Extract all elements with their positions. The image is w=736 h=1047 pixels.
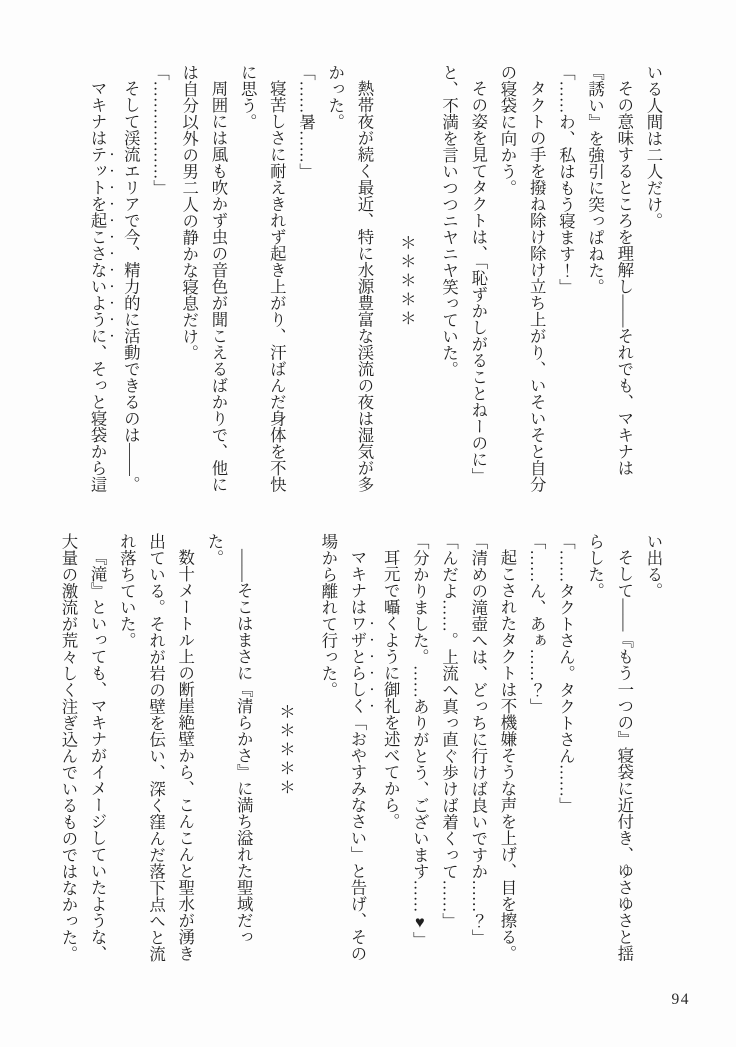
- text-run: タクトの手を撥ね除け除け立ち上がり、いそいそと自分の寝袋に向かう。: [497, 64, 547, 493]
- text-run: 耳元で囁くように御礼を述べてから。: [381, 549, 401, 830]
- text-run: 「……タクトさん。タクトさん……」: [556, 533, 576, 814]
- text-run: 「………………」: [150, 64, 170, 196]
- paragraph: [291, 64, 320, 498]
- text-run: 、そっと寝袋から這: [88, 344, 108, 493]
- text-run: 「分かりました。……ありがとう、ございます……♥」: [410, 533, 430, 949]
- paragraph: [116, 64, 145, 498]
- paragraph: [314, 533, 376, 967]
- text-run: い出る。: [644, 533, 663, 599]
- paragraph: [83, 64, 116, 498]
- paragraph: [551, 533, 580, 967]
- paragraph: [200, 533, 258, 967]
- paragraph: [580, 64, 638, 498]
- paragraph: [175, 64, 233, 498]
- paragraph: [434, 64, 492, 498]
- paragraph: [493, 64, 551, 498]
- paragraph: [434, 533, 463, 967]
- paragraph: [321, 64, 379, 498]
- text-run: 周囲には風も吹かず虫の音色が聞こえるばかりで、他には自分以外の男二人の静かな寝息だけ。: [179, 64, 228, 493]
- text-run: 熱帯夜が続く最近、特に水源豊富な渓流の夜は湿気が多かった。: [325, 64, 374, 493]
- text-run: 「清めの滝壺へは、どっちに行けば良いですか……？」: [468, 533, 488, 946]
- scene-separator: ＊＊＊＊＊: [397, 233, 417, 329]
- paragraph: [54, 533, 112, 967]
- paragraph: [145, 64, 174, 498]
- text-run: そして——『もう一つの』寝袋に近付き、ゆさゆさと揺らした。: [585, 533, 634, 962]
- text-run: その意味するところを理解し——それでも、マキナは『誘い』を強引に突っぱねた。: [585, 64, 634, 477]
- text-run: いる人間は二人だけ。: [644, 64, 663, 229]
- paragraph: [522, 533, 551, 967]
- paragraph: [112, 533, 200, 967]
- text-run: マキナは: [88, 80, 108, 147]
- text-block-upper: [83, 64, 668, 498]
- text-run: 「……ん、あぁ……？」: [527, 533, 547, 715]
- text-block-lower: [54, 533, 668, 967]
- paragraph: [580, 533, 638, 967]
- text-run: 「おやすみなさい」と告げ、その場から離れて行った。: [318, 533, 367, 962]
- paragraph: [639, 533, 668, 967]
- paragraph: [551, 64, 580, 498]
- paragraph: [405, 533, 434, 967]
- text-run: 「……わ、私はもう寝ます！」: [556, 64, 576, 295]
- page-number: 94: [671, 991, 690, 1008]
- text-run: その姿を見てタクトは、「恥ずかしがることねーのに」と、不満を言いつつニヤニヤ笑っていた。: [439, 64, 488, 485]
- paragraph: [493, 533, 522, 967]
- text-run: 寝苦しさに耐えきれず起き上がり、汗ばんだ身体を不快に思う。: [238, 64, 287, 493]
- text-run: 『滝』といっても、マキナがイメージしていたような、大量の激流が荒々しく注ぎ込んでいるものではなかった。: [58, 533, 108, 962]
- paragraph: [233, 64, 291, 498]
- scene-separator: ＊＊＊＊＊: [276, 702, 296, 798]
- text-run: ——そこはまさに『清らかさ』に満ち溢れた聖域だった。: [204, 533, 254, 946]
- text-run: 数十メートル上の断崖絶壁から、こんこんと聖水が湧き出ている。それが岩の壁を伝い、深く窪んだ落下点へと流れ落ちていた。: [117, 533, 195, 962]
- emphasized-text: テットを起こさないように: [88, 146, 108, 345]
- emphasized-text: ワザとらしく: [347, 615, 367, 715]
- paragraph: [376, 533, 405, 967]
- paragraph: [464, 533, 493, 967]
- text-run: 「……暑……」: [296, 64, 316, 180]
- text-run: 起こされたタクトは不機嫌そうな声を上げ、目を擦る。: [497, 549, 517, 962]
- text-run: マキナは: [347, 549, 367, 616]
- paragraph: [639, 64, 668, 498]
- text-run: そして渓流エリアで今、精力的に活動できるのは——。: [121, 80, 141, 493]
- text-run: 「んだよ……。上流へ真っ直ぐ歩けば着くって……」: [439, 533, 459, 929]
